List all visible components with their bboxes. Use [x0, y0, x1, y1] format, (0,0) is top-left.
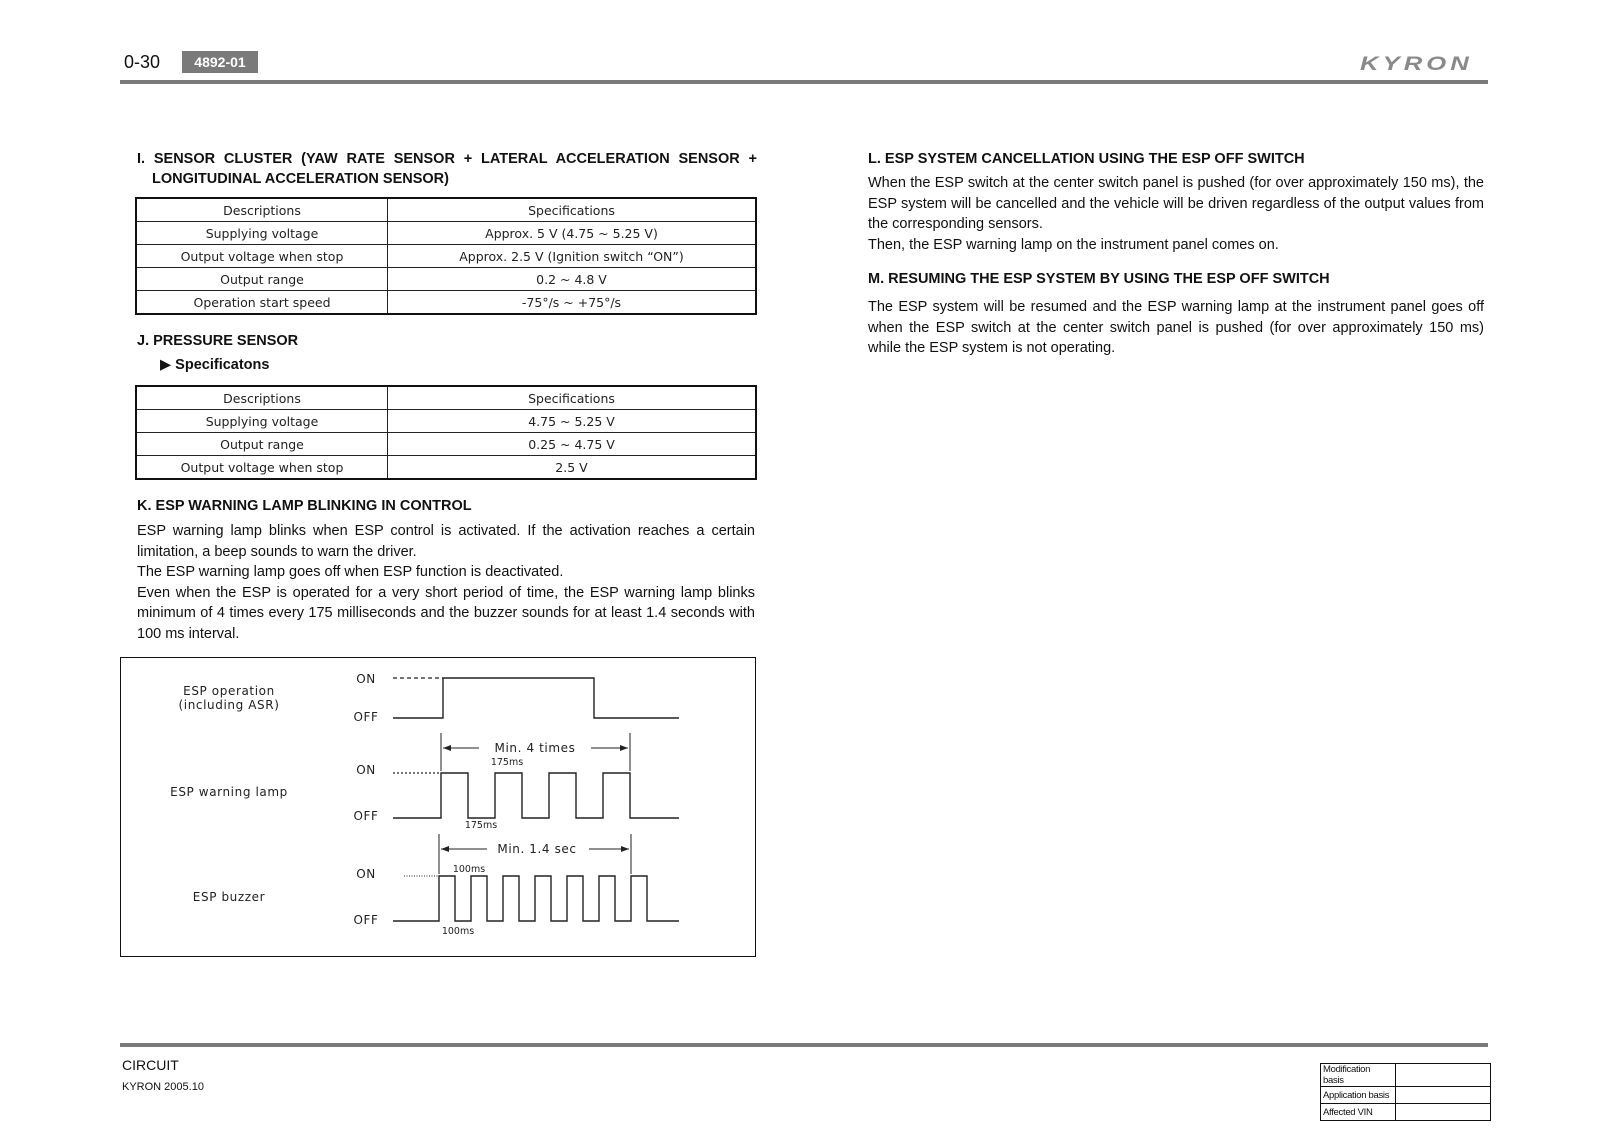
- table-row: [1321, 1087, 1491, 1104]
- lamp-off-time-label: 175ms: [464, 820, 498, 831]
- table-row: [1321, 1104, 1491, 1121]
- section-m-body: [868, 297, 1484, 359]
- section-l-body: [868, 173, 1484, 255]
- esp-buzzer-label: ESP buzzer: [192, 890, 266, 904]
- table-header-cell: Descriptions: [136, 386, 388, 410]
- table-row: [136, 291, 756, 315]
- paragraph: ESP warning lamp blinks when ESP control is activated. If the activation reaches a certain limitation, a beep sounds to warn the driver.: [137, 523, 755, 560]
- esp-operation-on-label: ON: [356, 672, 376, 686]
- table-row: [136, 410, 756, 433]
- buzzer-on-time-label: 100ms: [452, 864, 486, 875]
- sensor-cluster-spec-table: [135, 197, 757, 315]
- table-header-cell: Descriptions: [136, 198, 388, 222]
- esp-operation-waveform: [393, 678, 679, 718]
- header-divider: [120, 80, 1488, 84]
- esp-operation-label: ESP operation: [183, 684, 275, 698]
- table-cell: Output range: [136, 433, 388, 456]
- section-l-heading: L. ESP SYSTEM CANCELLATION USING THE ESP OFF SWITCH: [868, 151, 1305, 167]
- brand-logo: KYRON: [1360, 54, 1473, 75]
- arrowhead-right-icon: [621, 846, 629, 852]
- table-row: [136, 245, 756, 268]
- section-k-body: [137, 521, 755, 644]
- table-cell: 0.25 ~ 4.75 V: [388, 433, 757, 456]
- esp-timing-diagram: [120, 657, 756, 957]
- buzzer-off-time-label: 100ms: [441, 926, 475, 937]
- buzzer-off-label: OFF: [353, 913, 379, 927]
- footer-section-name: CIRCUIT: [122, 1057, 179, 1073]
- footer-divider: [120, 1043, 1488, 1047]
- revision-value: [1396, 1064, 1491, 1087]
- buzzer-on-label: ON: [356, 867, 376, 881]
- table-cell: Output voltage when stop: [136, 456, 388, 480]
- table-cell: Approx. 2.5 V (Ignition switch “ON”): [388, 245, 757, 268]
- table-cell: 2.5 V: [388, 456, 757, 480]
- revision-label: Affected VIN: [1321, 1104, 1396, 1121]
- table-row: [136, 268, 756, 291]
- table-header-cell: Specifications: [388, 198, 757, 222]
- table-header-row: [136, 198, 756, 222]
- lamp-waveform: [393, 773, 679, 818]
- section-j-subheading: ▶ Specificatons: [160, 357, 270, 373]
- lamp-off-label: OFF: [353, 809, 379, 823]
- paragraph: Then, the ESP warning lamp on the instrument panel comes on.: [868, 236, 1279, 253]
- table-cell: -75°/s ~ +75°/s: [388, 291, 757, 315]
- section-i-heading-line2: LONGITUDINAL ACCELERATION SENSOR): [152, 171, 449, 187]
- table-row: [136, 433, 756, 456]
- section-i-heading-line1: I. SENSOR CLUSTER (YAW RATE SENSOR + LATERAL ACCELERATION SENSOR +: [137, 151, 757, 167]
- section-i-heading: [137, 149, 757, 189]
- paragraph: When the ESP switch at the center switch panel is pushed (for over approximately 150 ms), the ESP system will be cancelled and the vehicle will be driven regardless of the output values from the corresponding sensors.: [868, 175, 1484, 232]
- paragraph: The ESP system will be resumed and the ESP warning lamp at the instrument panel goes off when the ESP switch at the center switch panel is pushed (for over approximately 150 ms) while the ESP system is not operating.: [868, 299, 1484, 356]
- lamp-on-time-label: 175ms: [490, 757, 524, 768]
- esp-operation-sublabel: (including ASR): [178, 698, 280, 712]
- arrowhead-left-icon: [443, 745, 451, 751]
- table-cell: Supplying voltage: [136, 410, 388, 433]
- buzzer-waveform: [393, 876, 679, 921]
- table-header-cell: Specifications: [388, 386, 757, 410]
- table-cell: Operation start speed: [136, 291, 388, 315]
- paragraph: Even when the ESP is operated for a very short period of time, the ESP warning lamp blinks minimum of 4 times every 175 milliseconds and the buzzer sounds for at least 1.4 seconds with 100 ms interval.: [137, 584, 755, 642]
- footer-model-date: KYRON 2005.10: [122, 1081, 204, 1093]
- table-cell: 0.2 ~ 4.8 V: [388, 268, 757, 291]
- paragraph: The ESP warning lamp goes off when ESP function is deactivated.: [137, 564, 564, 580]
- table-row: [136, 456, 756, 480]
- pressure-sensor-spec-table: [135, 385, 757, 480]
- revision-info-table: [1320, 1063, 1491, 1121]
- table-row: [136, 222, 756, 245]
- section-k-heading: K. ESP WARNING LAMP BLINKING IN CONTROL: [137, 498, 472, 514]
- section-m-heading: M. RESUMING THE ESP SYSTEM BY USING THE ESP OFF SWITCH: [868, 271, 1330, 287]
- table-cell: Supplying voltage: [136, 222, 388, 245]
- revision-value: [1396, 1087, 1491, 1104]
- buzzer-span-label: Min. 1.4 sec: [497, 842, 577, 856]
- page-number: 0-30: [124, 52, 161, 72]
- revision-label: Application basis: [1321, 1087, 1396, 1104]
- lamp-span-label: Min. 4 times: [494, 741, 576, 755]
- timing-diagram-svg: [121, 658, 757, 958]
- section-j-heading: J. PRESSURE SENSOR: [137, 333, 299, 349]
- table-row: [1321, 1064, 1491, 1087]
- arrowhead-right-icon: [620, 745, 628, 751]
- revision-value: [1396, 1104, 1491, 1121]
- lamp-on-label: ON: [356, 763, 376, 777]
- esp-operation-off-label: OFF: [353, 710, 379, 724]
- document-code-badge: 4892-01: [182, 51, 258, 73]
- table-cell: Output range: [136, 268, 388, 291]
- table-cell: Output voltage when stop: [136, 245, 388, 268]
- table-header-row: [136, 386, 756, 410]
- arrowhead-left-icon: [441, 846, 449, 852]
- table-cell: 4.75 ~ 5.25 V: [388, 410, 757, 433]
- esp-warning-lamp-label: ESP warning lamp: [170, 785, 288, 799]
- table-cell: Approx. 5 V (4.75 ~ 5.25 V): [388, 222, 757, 245]
- revision-label: Modification basis: [1321, 1064, 1396, 1087]
